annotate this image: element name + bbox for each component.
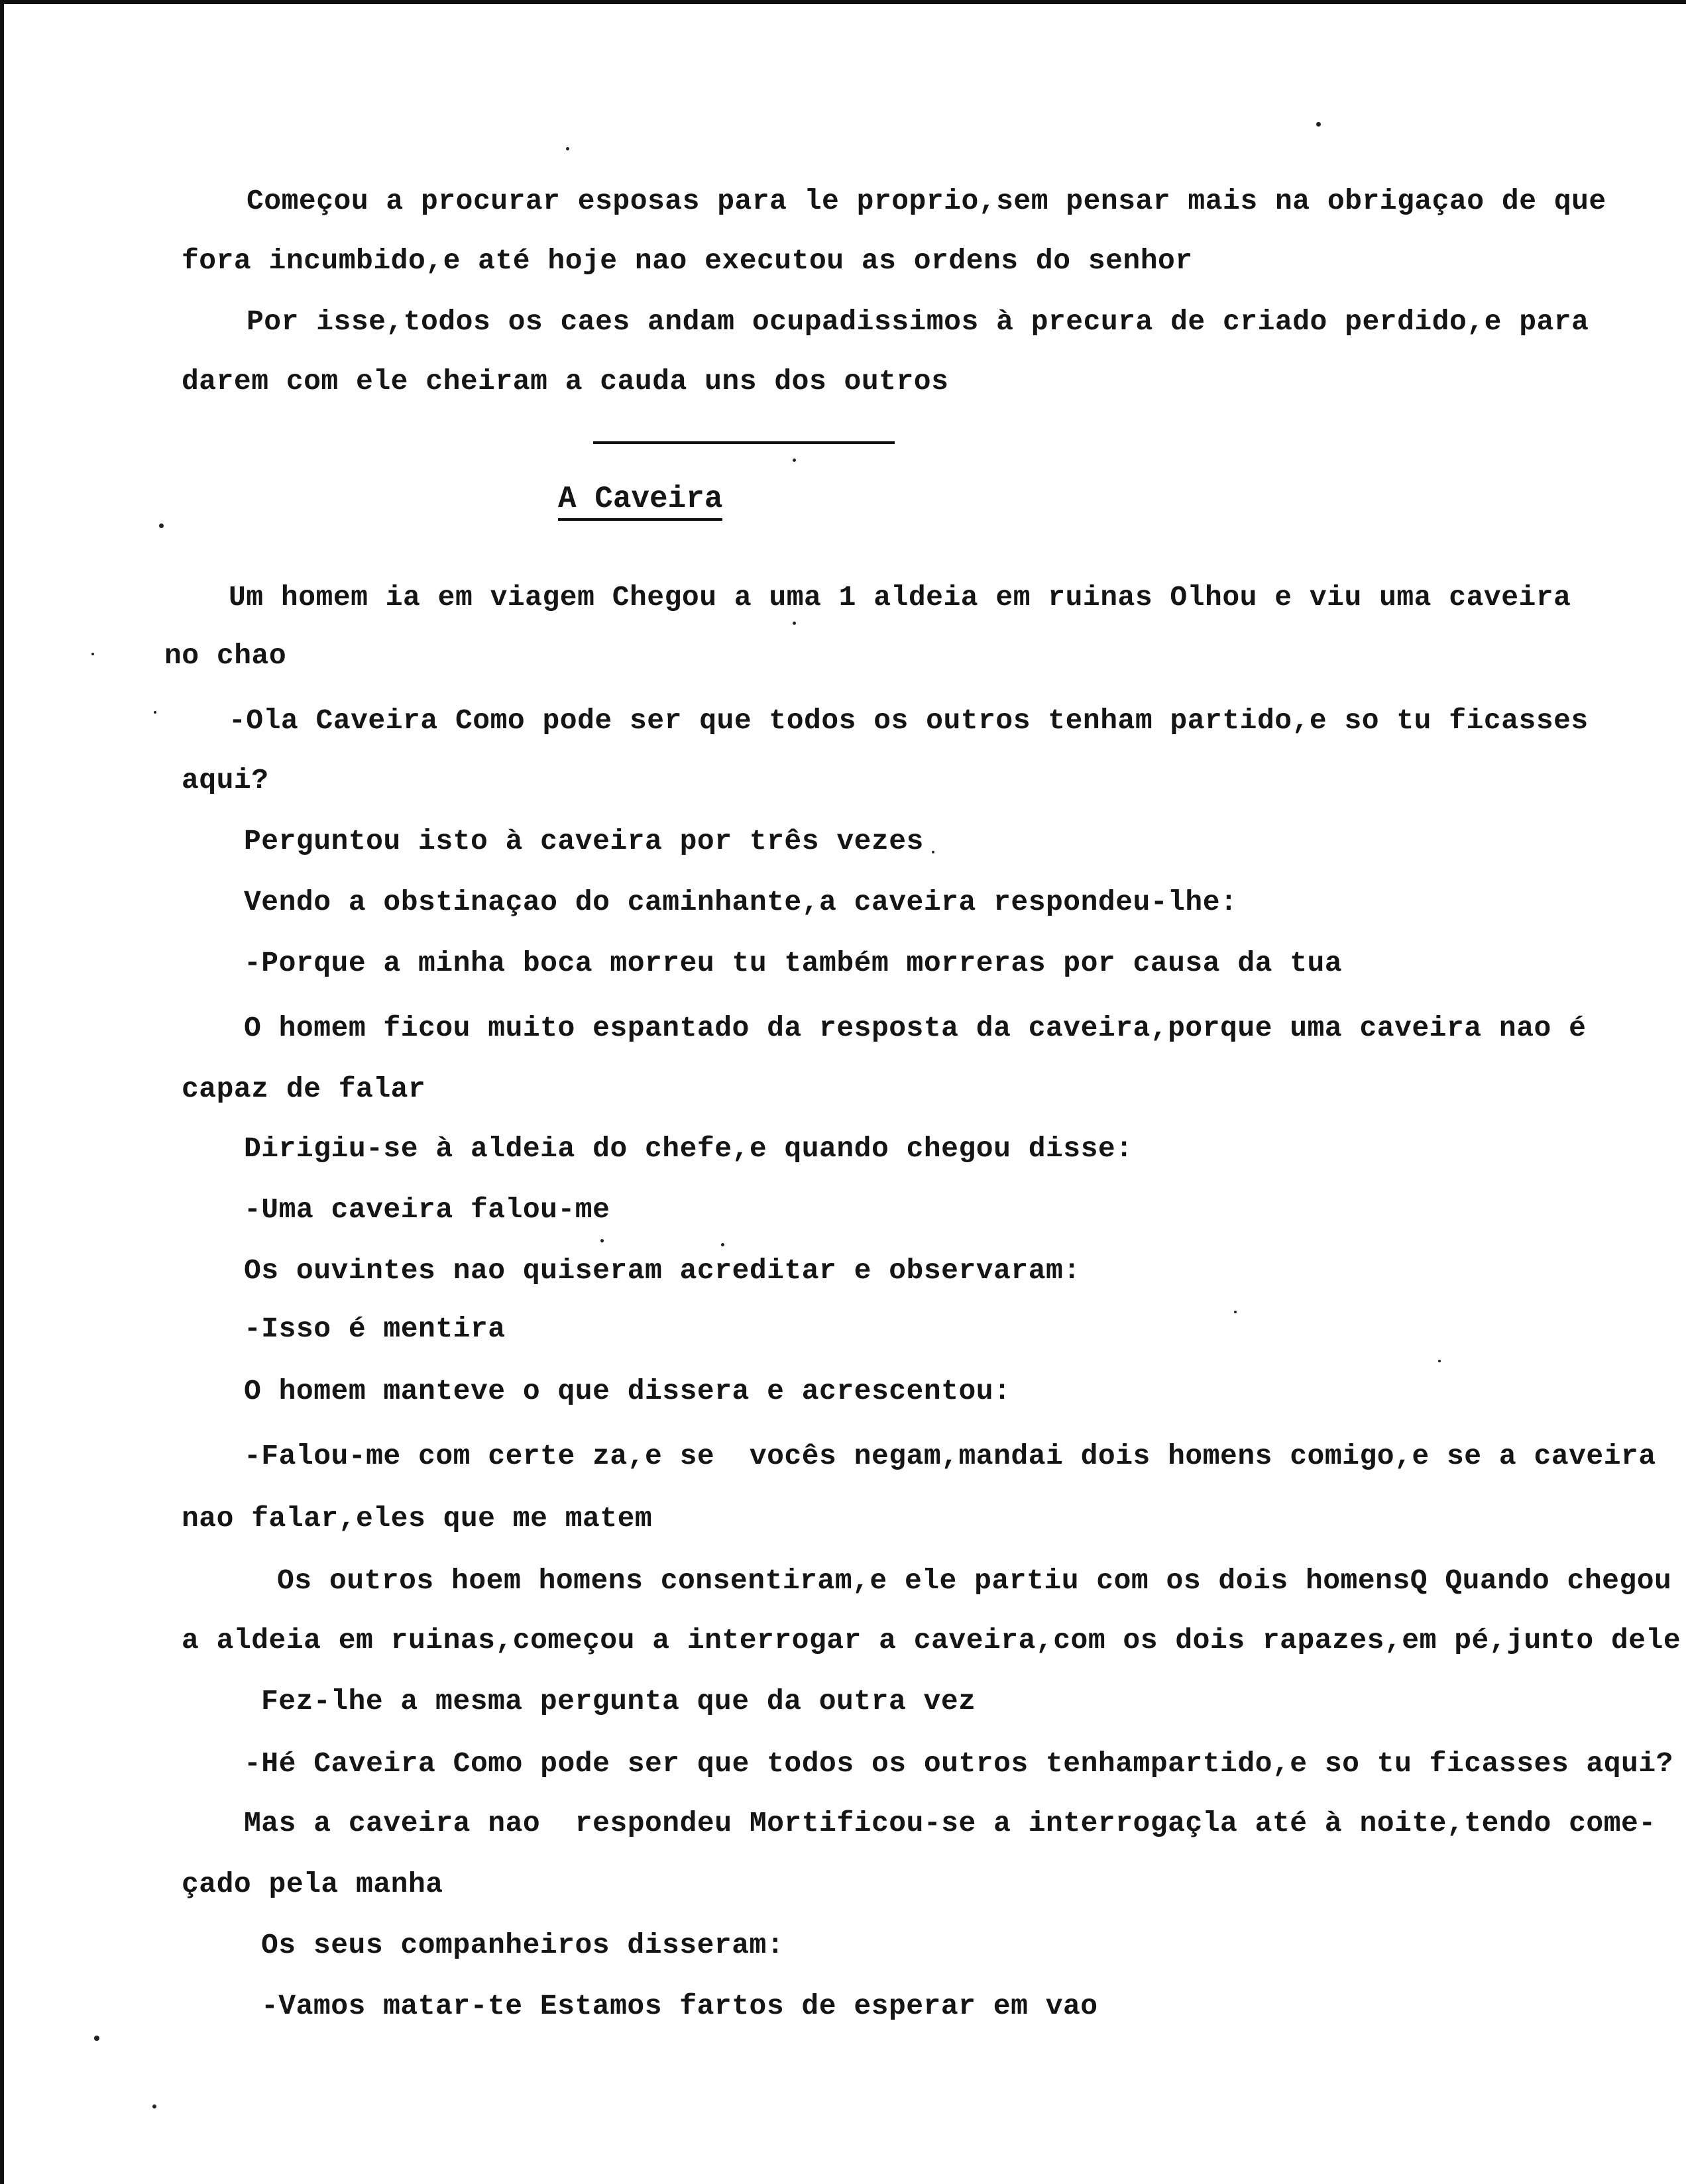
text-line: Começou a procurar esposas para le proprio,sem pensar mais na obrigaçao de que	[247, 185, 1606, 217]
text-line: Os outros hoem homens consentiram,e ele partiu com os dois homensQ Quando chegou	[277, 1564, 1672, 1597]
text-line: çado pela manha	[182, 1868, 443, 1900]
text-line: Um homem ia em viagem Chegou a uma 1 aldeia em ruinas Olhou e viu uma caveira	[229, 581, 1571, 614]
text-line: -Porque a minha boca morreu tu também morreras por causa da tua	[244, 947, 1343, 979]
scan-speck	[1316, 122, 1321, 127]
text-line: Perguntou isto à caveira por três vezes	[244, 825, 924, 857]
text-line: capaz de falar	[182, 1073, 426, 1105]
text-line: no chao	[164, 639, 287, 672]
text-line: -Isso é mentira	[244, 1313, 506, 1345]
scan-speck	[152, 2104, 156, 2108]
text-line: -Uma caveira falou-me	[244, 1193, 610, 1226]
section-title: A Caveira	[558, 484, 722, 521]
scan-speck	[154, 711, 156, 714]
scan-speck	[159, 523, 164, 528]
text-line: Dirigiu-se à aldeia do chefe,e quando chegou disse:	[244, 1132, 1133, 1165]
text-line: fora incumbido,e até hoje nao executou as ordens do senhor	[182, 245, 1193, 277]
text-line: Fez-lhe a mesma pergunta que da outra vez	[261, 1685, 976, 1718]
scan-speck	[793, 622, 796, 625]
scan-speck	[932, 851, 934, 853]
text-line: O homem manteve o que dissera e acrescentou:	[244, 1375, 1011, 1407]
scan-speck	[94, 2036, 99, 2041]
text-line: Vendo a obstinaçao do caminhante,a caveira respondeu-lhe:	[244, 886, 1238, 918]
text-line: -Ola Caveira Como pode ser que todos os outros tenham partido,e so tu ficasses	[229, 704, 1589, 737]
text-line: O homem ficou muito espantado da resposta da caveira,porque uma caveira nao é	[244, 1012, 1587, 1044]
text-line: -Hé Caveira Como pode ser que todos os outros tenhampartido,e so tu ficasses aqui?	[244, 1747, 1673, 1780]
scan-speck	[721, 1243, 724, 1246]
scan-speck	[793, 459, 796, 462]
text-line: a aldeia em ruinas,começou a interrogar a caveira,com os dois rapazes,em pé,junto dele	[182, 1624, 1681, 1657]
text-line: Os seus companheiros disseram:	[261, 1929, 785, 1961]
text-line: Mas a caveira nao respondeu Mortificou-se a interrogaçla até à noite,tendo come-	[244, 1807, 1656, 1839]
scan-speck	[600, 1239, 604, 1242]
text-line: -Vamos matar-te Estamos fartos de esperar em vao	[261, 1990, 1098, 2022]
text-line: Por isse,todos os caes andam ocupadissimos à precura de criado perdido,e para	[247, 305, 1589, 338]
scan-speck	[1438, 1360, 1441, 1362]
text-line: aqui?	[182, 764, 269, 796]
text-line: darem com ele cheiram a cauda uns dos outros	[182, 365, 949, 398]
scan-speck	[91, 653, 94, 655]
scan-speck	[1234, 1311, 1237, 1313]
text-line: -Falou-me com certe za,e se vocês negam,mandai dois homens comigo,e se a caveira	[244, 1440, 1656, 1472]
scan-speck	[566, 147, 569, 150]
text-line: Os ouvintes nao quiseram acreditar e observaram:	[244, 1254, 1081, 1287]
section-separator	[593, 441, 895, 444]
text-line: nao falar,eles que me matem	[182, 1502, 653, 1535]
